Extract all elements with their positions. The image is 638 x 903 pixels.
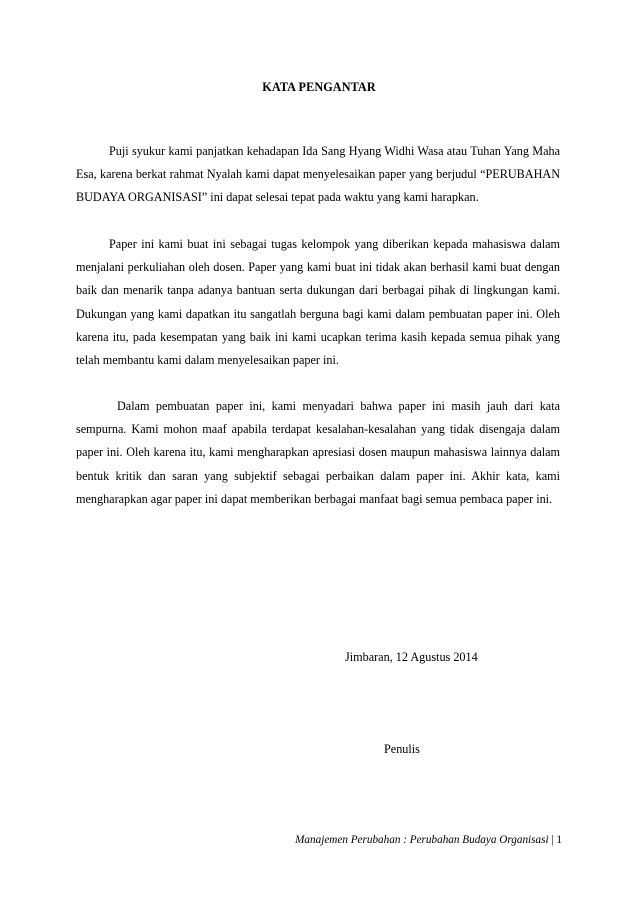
author-signature: Penulis [384, 742, 420, 756]
page-title: KATA PENGANTAR [262, 80, 376, 94]
paragraph-3-text: Dalam pembuatan paper ini, kami menyadari bahwa paper ini masih jauh dari kata sempurna. Kami mohon maaf apabila terdapat kesalahan-kesalahan yang tidak disengaja dalam paper ini. Oleh karena itu, kami mengharapkan apresiasi dosen maupun mahasiswa lainnya dalam bentuk kritik dan saran yang subjektif sebagai perbaikan dalam paper ini. Akhir kata, kami mengharapkan agar paper ini dapat memberikan berbagai manfaat bagi semua pembaca paper ini. [76, 399, 560, 506]
paragraph-2 [76, 233, 560, 372]
paragraph-3 [76, 395, 560, 511]
page-footer [295, 834, 562, 846]
paragraph-1 [76, 140, 560, 210]
place-and-date: Jimbaran, 12 Agustus 2014 [345, 650, 478, 664]
page-number: 1 [556, 834, 562, 846]
paragraph-2-text: Paper ini kami buat ini sebagai tugas kelompok yang diberikan kepada mahasiswa dalam menjalani perkuliahan oleh dosen. Paper yang kami buat ini tidak akan berhasil kami buat dengan baik dan menarik tanpa adanya bantuan serta dukungan dari berbagai pihak di lingkungan kami. Dukungan yang kami dapatkan itu sangatlah berguna bagi kami dalam pembuatan paper ini. Oleh karena itu, pada kesempatan yang baik ini kami ucapkan terima kasih kepada semua pihak yang telah membantu kami dalam menyelesaikan paper ini. [76, 237, 560, 368]
footer-title: Manajemen Perubahan : Perubahan Budaya Organisasi [295, 834, 549, 846]
footer-separator: | [551, 834, 554, 846]
paragraph-1-text: Puji syukur kami panjatkan kehadapan Ida Sang Hyang Widhi Wasa atau Tuhan Yang Maha Esa, karena berkat rahmat Nyalah kami dapat menyelesaikan paper yang berjudul “PERUBAHAN BUDAYA ORGANISASI” ini dapat selesai tepat pada waktu yang kami harapkan. [76, 144, 560, 205]
